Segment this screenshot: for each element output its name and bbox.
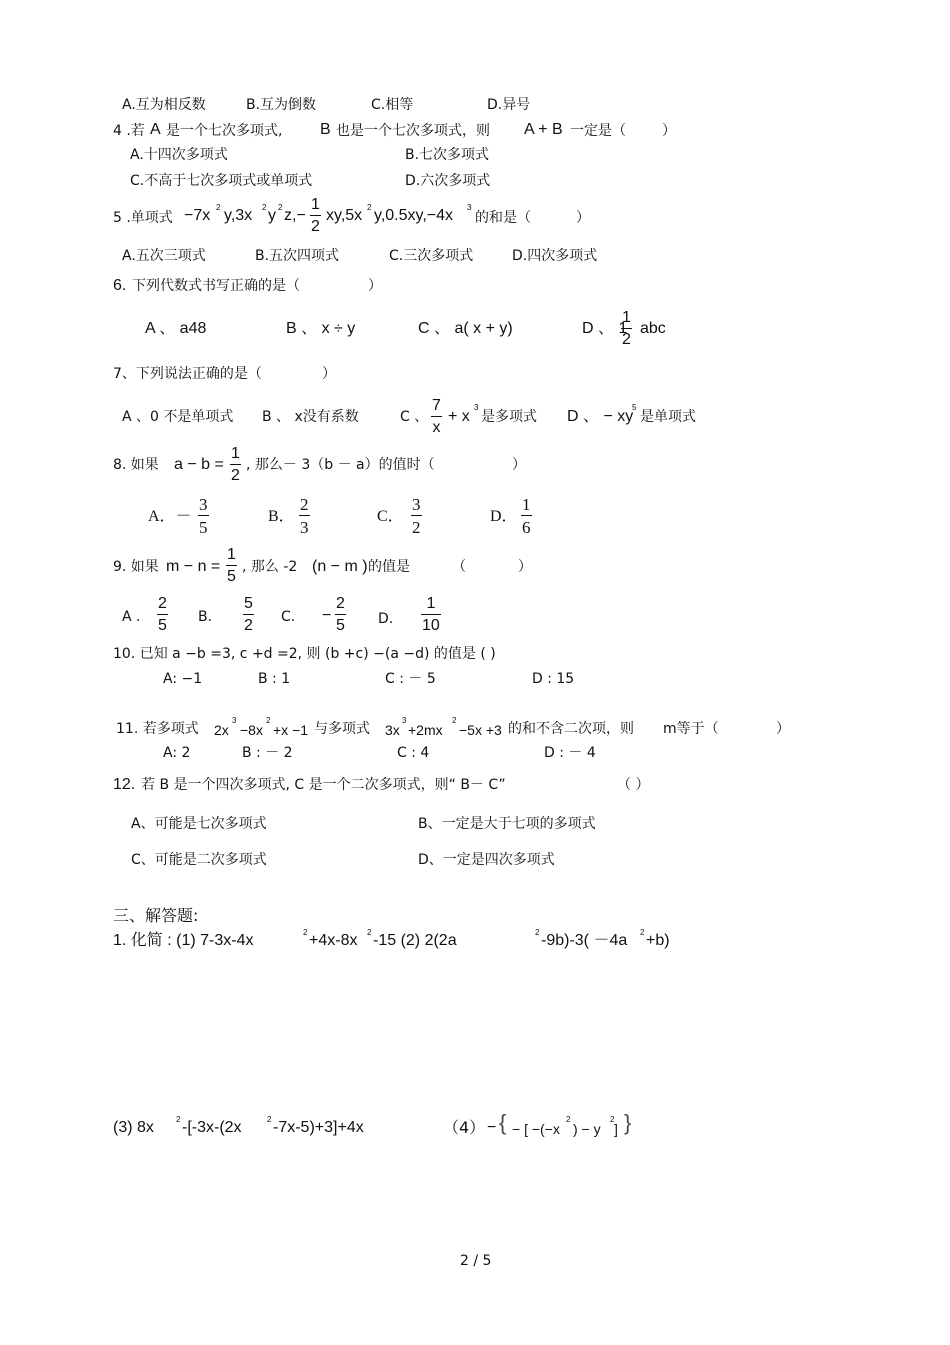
s3-q4-brace-close: } <box>624 1110 632 1135</box>
s3-q1-exp-3: 2 <box>535 928 540 937</box>
q3-option-a: A.互为相反数 <box>122 97 206 113</box>
q3-option-b: B.互为倒数 <box>246 97 317 113</box>
q5-term-2: y,3x <box>224 207 253 224</box>
q8-option-b-num: 2 <box>300 495 309 514</box>
s3-q1-exp-4: 2 <box>640 928 645 937</box>
s3-q4-sign: − <box>487 1119 497 1136</box>
q9-option-c-label: C. <box>281 609 296 625</box>
q4-close-paren: ） <box>662 123 676 139</box>
q4-text-1: 是一个七次多项式, <box>166 123 283 139</box>
q7-option-a: A 、0 不是单项式 <box>122 409 234 425</box>
q7-option-c-num: 7 <box>432 397 441 414</box>
q5-option-d: D.四次多项式 <box>512 248 598 264</box>
s3-q1-exp-2: 2 <box>367 928 372 937</box>
s3-q3-exp-2: 2 <box>267 1115 272 1124</box>
q7-option-c-den: x <box>432 419 441 436</box>
q5-fraction <box>310 197 321 235</box>
page-number: 2 / 5 <box>460 1253 492 1269</box>
q7-close-paren: ） <box>322 366 336 382</box>
q6-close-paren: ） <box>368 278 382 294</box>
q9-fraction <box>226 547 237 585</box>
s3-q1-prefix: 1. 化简 : (1) 7-3x-4x <box>113 932 254 949</box>
q6-option-a: A 、 a48 <box>145 320 207 337</box>
q11-option-d: D : － 4 <box>544 745 596 761</box>
q8-option-a-fraction <box>198 496 209 536</box>
q8-option-b-fraction <box>299 496 310 536</box>
q8-option-c-den: 2 <box>412 518 421 537</box>
q11-exp-2: 2 <box>266 716 271 725</box>
q8-option-d-label: D． <box>490 508 518 525</box>
q10-option-a: A: −1 <box>163 671 203 687</box>
s3-q1-exp-1: 2 <box>303 928 308 937</box>
q7-stem: 7、下列说法正确的是（ <box>113 366 262 382</box>
q7-option-c-exp: 3 <box>474 403 479 412</box>
q10-stem: 10. 已知 a −b =3, c +d =2, 则 (b +c) −(a −d) 的值是 ( ) <box>113 646 496 662</box>
q11-term-5: +2mx <box>408 722 443 738</box>
q9-option-c-den: 5 <box>336 617 345 634</box>
q9-close-paren: ） <box>518 559 532 575</box>
q10-option-b: B : 1 <box>258 671 291 687</box>
q4-var-b: B <box>320 121 331 138</box>
q9-paren-expr: (n − m ) <box>312 558 368 575</box>
q9-expression: m − n = <box>166 558 221 575</box>
q5-exp-1: 2 <box>216 203 221 212</box>
q5-exp-3: 2 <box>278 203 283 212</box>
q9-fraction-den: 5 <box>227 568 236 585</box>
q8-fraction-num: 1 <box>231 445 240 462</box>
q9-tail-2: 的值是 <box>368 559 410 575</box>
q5-term-6: y,0.5xy,−4x <box>374 207 453 224</box>
q9-option-a-den: 5 <box>158 617 167 634</box>
q9-option-c-sign: − <box>322 607 332 624</box>
q7-option-d-suffix: 是单项式 <box>640 409 696 425</box>
q10-option-d: D : 15 <box>532 671 575 687</box>
q5-fraction-num: 1 <box>311 196 320 213</box>
q6-option-d-prefix: D 、 1 <box>582 320 628 337</box>
q5-exp-2: 2 <box>262 203 267 212</box>
q12-bracket: （ ） <box>617 777 650 793</box>
q7-option-d-expr: D 、 − xy <box>567 408 634 425</box>
q5-fraction-den: 2 <box>311 218 320 235</box>
q6-option-d-num: 1 <box>622 309 631 326</box>
q5-option-a: A.五次三项式 <box>122 248 206 264</box>
q12-option-c: C、可能是二次多项式 <box>131 852 267 868</box>
s3-q1-end: +b) <box>646 932 670 949</box>
s3-q4-label: （4） <box>443 1118 486 1137</box>
q5-term-4: z,− <box>284 207 306 224</box>
s3-q3-end: -7x-5)+3]+4x <box>273 1119 364 1136</box>
q9-option-c-num: 2 <box>336 595 345 612</box>
q8-close-paren: ） <box>512 457 526 473</box>
q11-number: 11. 若多项式 <box>116 721 199 737</box>
s3-q1-mid-3: -9b)-3( －4a <box>541 932 628 949</box>
q8-option-a-den: 5 <box>199 518 208 537</box>
q3-option-d: D.异号 <box>487 97 531 113</box>
q8-fraction <box>230 446 241 484</box>
q4-number: 4 .若 <box>113 123 145 139</box>
q9-number: 9. 如果 <box>113 559 159 575</box>
q11-text-1: 与多项式 <box>314 721 370 737</box>
q12-option-b: B、一定是大于七项的多项式 <box>418 816 596 832</box>
q5-exp-5: 3 <box>467 203 472 212</box>
q11-term-1: 2x <box>214 722 229 738</box>
q7-option-d-exp: 5 <box>632 403 637 412</box>
q9-option-a-num: 2 <box>158 595 167 612</box>
q5-term-5: xy,5x <box>326 207 363 224</box>
q11-term-2: −8x <box>240 722 263 738</box>
q7-option-c-prefix: C 、 <box>400 409 429 425</box>
q8-option-c-label: C． <box>377 508 404 525</box>
q9-tail-1: , 那么 -2 <box>242 559 298 575</box>
q11-term-3: +x −1 <box>273 722 309 738</box>
q11-exp-1: 3 <box>232 716 237 725</box>
q7-option-c-suffix: 是多项式 <box>481 409 537 425</box>
q11-option-c: C : 4 <box>397 745 430 761</box>
q8-option-a-num: 3 <box>199 495 208 514</box>
q8-option-a-label: A．－ <box>148 508 192 525</box>
q8-option-d-num: 1 <box>522 495 531 514</box>
q8-tail: , 那么－ 3（b － a）的值时（ <box>246 457 435 473</box>
q6-option-b: B 、 x ÷ y <box>286 320 356 337</box>
q8-option-b-label: B． <box>268 508 295 525</box>
q4-var-a: A <box>150 121 161 138</box>
q4-option-c: C.不高于七次多项式或单项式 <box>130 173 313 189</box>
q4-text-3: 一定是（ <box>570 123 626 139</box>
q3-option-c: C.相等 <box>371 97 414 113</box>
q6-option-d-den: 2 <box>622 331 631 348</box>
q11-m: m等于（ <box>663 721 719 737</box>
q9-option-a-fraction <box>157 596 168 634</box>
q5-option-c: C.三次多项式 <box>389 248 474 264</box>
q5-term-1: −7x <box>184 207 211 224</box>
s3-q3-exp-1: 2 <box>176 1115 181 1124</box>
q5-close-paren: ） <box>576 210 590 226</box>
s3-q3-prefix: (3) 8x <box>113 1119 154 1136</box>
s3-q4-brace-open: { <box>499 1110 507 1135</box>
q9-option-c-fraction <box>335 596 346 634</box>
q8-expression: a − b = <box>174 456 224 473</box>
q9-option-b-num: 5 <box>244 595 253 612</box>
q6-stem: 下列代数式书写正确的是（ <box>132 278 300 294</box>
s3-q1-mid-1: +4x-8x <box>309 932 358 949</box>
q8-option-b-den: 3 <box>300 518 309 537</box>
q9-option-b-den: 2 <box>244 617 253 634</box>
q5-term-3: y <box>268 207 276 224</box>
q7-option-c-expr: + x <box>448 408 470 425</box>
q9-option-b-label: B. <box>198 609 213 625</box>
q4-option-b: B.七次多项式 <box>405 147 490 163</box>
q9-option-d-fraction <box>421 596 441 634</box>
q9-option-b-fraction <box>243 596 254 634</box>
q8-number: 8. 如果 <box>113 457 159 473</box>
q12-number: 12. <box>113 776 136 793</box>
q7-option-c-fraction <box>431 398 442 436</box>
q6-option-d-fraction <box>621 310 632 348</box>
q11-option-a: A: 2 <box>163 745 191 761</box>
q9-option-d-num: 1 <box>426 595 436 612</box>
q4-option-a: A.十四次多项式 <box>130 147 228 163</box>
q11-term-4: 3x <box>385 722 400 738</box>
s3-q1-mid-2: -15 (2) 2(2a <box>373 932 457 949</box>
q5-tail: 的和是（ <box>475 210 531 226</box>
s3-q4-exp-1: 2 <box>566 1115 571 1124</box>
section-title: 三、解答题: <box>113 906 199 925</box>
q10-option-c: C : － 5 <box>385 671 436 687</box>
q8-option-d-den: 6 <box>522 518 531 537</box>
s3-q4-exp-2: 2 <box>610 1115 615 1124</box>
q4-expression: A + B <box>524 121 563 138</box>
q6-option-d-suffix: abc <box>640 320 666 337</box>
q9-fraction-num: 1 <box>227 546 236 563</box>
q4-option-d: D.六次多项式 <box>405 173 491 189</box>
q9-open-paren: （ <box>452 559 466 575</box>
q9-option-a-label: A . <box>122 609 141 625</box>
q6-number: 6. <box>113 277 127 294</box>
q9-option-d-label: D. <box>378 611 394 627</box>
s3-q4-part-2: ) − y <box>573 1121 601 1137</box>
q12-option-d: D、一定是四次多项式 <box>418 852 555 868</box>
q9-option-d-den: 10 <box>422 617 440 634</box>
s3-q4-part-1: − [ −(−x <box>512 1121 560 1137</box>
s3-q4-part-3: ] <box>614 1121 618 1137</box>
q11-close-paren: ） <box>776 721 790 737</box>
q8-fraction-den: 2 <box>231 467 240 484</box>
s3-q3-mid: -[-3x-(2x <box>182 1119 242 1136</box>
q6-option-c: C 、 a( x + y) <box>418 320 513 337</box>
q8-option-d-fraction <box>521 496 532 536</box>
q5-option-b: B.五次四项式 <box>255 248 340 264</box>
q5-exp-4: 2 <box>367 203 372 212</box>
q11-term-6: −5x +3 <box>459 722 502 738</box>
q8-option-c-num: 3 <box>412 495 421 514</box>
q11-exp-4: 2 <box>452 716 457 725</box>
q11-text-2: 的和不含二次项，则 <box>508 721 634 737</box>
q4-text-2: 也是一个七次多项式，则 <box>336 123 490 139</box>
q11-option-b: B : － 2 <box>242 745 293 761</box>
q5-number: 5 .单项式 <box>113 210 173 226</box>
q12-stem: 若 B 是一个四次多项式, C 是一个二次多项式，则“ B－ C” <box>141 777 506 793</box>
q11-exp-3: 3 <box>402 716 407 725</box>
q12-option-a: A、可能是七次多项式 <box>131 816 267 832</box>
q7-option-b: B 、 x没有系数 <box>262 409 359 425</box>
q8-option-c-fraction <box>411 496 422 536</box>
